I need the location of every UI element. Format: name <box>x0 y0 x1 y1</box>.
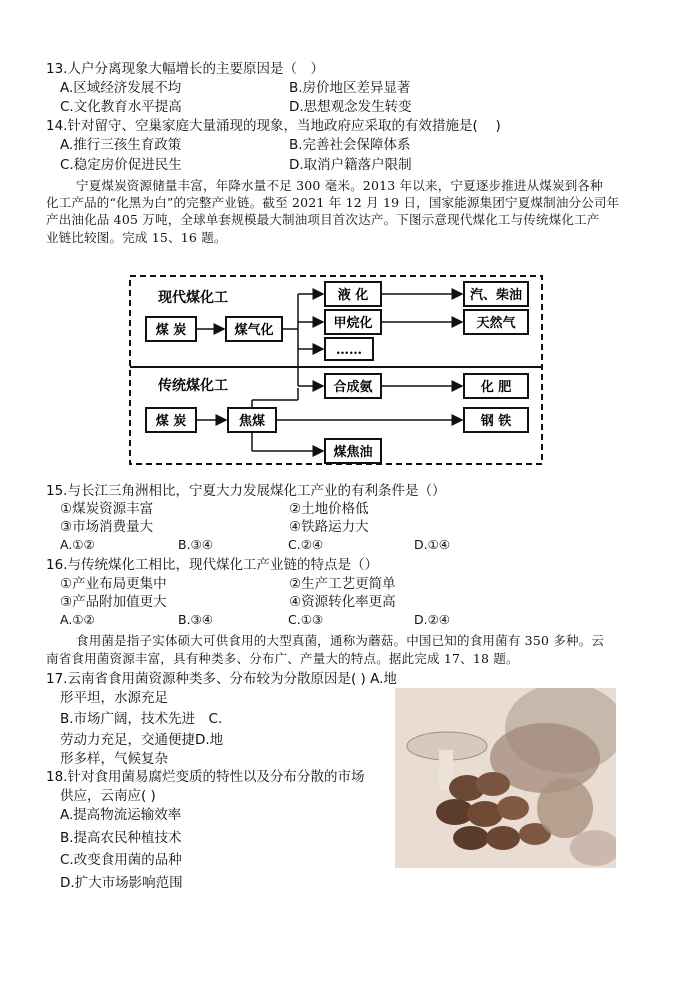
q17-line3: B.市场广阔，技术先进 C. <box>60 711 223 727</box>
brown-cap-2 <box>476 772 510 796</box>
mushroom-photo <box>395 688 616 868</box>
brown-cap-6 <box>453 826 489 850</box>
coal-modern-label: 煤 炭 <box>155 323 187 338</box>
coal-chemical-industry-diagram <box>128 272 546 468</box>
q14-option-b: B.完善社会保障体系 <box>289 137 411 153</box>
passage1-line1: 宁夏煤炭资源储量丰富，年降水量不足 300 毫米。2013 年以来，宁夏逐步推进从煤炭到各种 <box>76 178 603 193</box>
brown-cap-5 <box>497 796 529 820</box>
passage2-line2: 南省食用菌资源丰富，具有种类多、分布广、产量大的特点。据此完成 17、18 题。 <box>46 651 519 666</box>
q14-option-a: A.推行三孩生育政策 <box>60 137 182 153</box>
q17-line1: 17.云南省食用菌资源种类多、分布较为分散原因是( ) A.地 <box>46 671 397 687</box>
q14-option-d: D.取消户籍落户限制 <box>289 157 412 173</box>
q15-option-b: B.③④ <box>178 537 213 552</box>
q18-option-a: A.提高物流运输效率 <box>60 807 182 823</box>
q13-option-b: B.房价地区差异显著 <box>289 80 411 96</box>
q16-statement-2: ②生产工艺更简单 <box>289 576 396 592</box>
q16-option-d: D.②④ <box>414 612 451 627</box>
q14-option-c: C.稳定房价促进民生 <box>60 157 182 173</box>
coal-traditional-label: 煤 炭 <box>155 414 187 429</box>
q16-option-b: B.③④ <box>178 612 213 627</box>
q13-option-a: A.区域经济发展不均 <box>60 80 182 96</box>
q18-line2: 供应，云南应( ) <box>60 788 156 804</box>
q13-stem: 13.人户分离现象大幅增长的主要原因是（ ） <box>46 61 324 77</box>
mushroom-cluster-right <box>537 778 593 838</box>
q13-option-c: C.文化教育水平提高 <box>60 99 182 115</box>
passage1-line3: 产出油化品 405 万吨，全球单套规模最大制油项目首次达产。下图示意现代煤化工与传统煤化工产 <box>46 212 600 227</box>
q14-stem: 14.针对留守、空巢家庭大量涌现的现象，当地政府应采取的有效措施是( ) <box>46 118 501 134</box>
q15-option-d: D.①④ <box>414 537 451 552</box>
q15-statement-2: ②土地价格低 <box>289 501 369 517</box>
ellipsis-label: …… <box>336 343 362 358</box>
q16-option-a: A.①② <box>60 612 95 627</box>
q13-option-d: D.思想观念发生转变 <box>289 99 412 115</box>
q18-line1: 18.针对食用菌易腐烂变质的特性以及分布分散的市场 <box>46 769 365 785</box>
methanation-label: 甲烷化 <box>333 316 373 331</box>
q17-line2: 形平坦，水源充足 <box>60 690 168 706</box>
q17-line4: 劳动力充足，交通便捷D.地 <box>60 732 224 748</box>
passage1-line4: 业链比较图。完成 15、16 题。 <box>46 230 227 245</box>
q15-option-c: C.②④ <box>288 537 324 552</box>
passage1-line2: 化工产品的“化黑为白”的完整产业链。截至 2021 年 12 月 19 日，国家能源集团宁夏煤制油分公司年 <box>46 195 620 210</box>
q15-stem: 15.与长江三角洲相比，宁夏大力发展煤化工产业的有利条件是（） <box>46 483 446 499</box>
fertilizer-label: 化 肥 <box>480 380 512 395</box>
traditional-title: 传统煤化工 <box>158 378 228 394</box>
q17-line5: 形多样，气候复杂 <box>60 751 168 767</box>
q16-statement-4: ④资源转化率更高 <box>289 594 396 610</box>
q16-option-c: C.①③ <box>288 612 324 627</box>
q16-stem: 16.与传统煤化工相比，现代煤化工产业链的特点是（） <box>46 557 378 573</box>
gasification-label: 煤气化 <box>234 323 274 338</box>
steel-label: 钢 铁 <box>480 414 512 429</box>
q15-statement-3: ③市场消费量大 <box>60 519 154 535</box>
coke-label: 焦煤 <box>238 414 266 429</box>
natural-gas-label: 天然气 <box>476 316 516 331</box>
gasoline-diesel-label: 汽、柴油 <box>469 288 523 303</box>
modern-title: 现代煤化工 <box>158 290 228 306</box>
q18-option-d: D.扩大市场影响范围 <box>60 875 183 891</box>
q18-option-c: C.改变食用菌的品种 <box>60 852 182 868</box>
q18-option-b: B.提高农民种植技术 <box>60 830 182 846</box>
brown-cap-7 <box>486 826 520 850</box>
q16-statement-1: ①产业布局更集中 <box>60 576 167 592</box>
passage2-line1: 食用菌是指子实体硕大可供食用的大型真菌，通称为蘑菇。中国已知的食用菌有 350 多种。云 <box>76 633 605 648</box>
coal-tar-label: 煤焦油 <box>333 445 373 460</box>
q16-statement-3: ③产品附加值更大 <box>60 594 167 610</box>
q15-option-a: A.①② <box>60 537 95 552</box>
q15-statement-1: ①煤炭资源丰富 <box>60 501 154 517</box>
syn-ammonia-label: 合成氨 <box>333 380 373 395</box>
liquefaction-label: 液 化 <box>337 288 369 303</box>
q15-statement-4: ④铁路运力大 <box>289 519 369 535</box>
